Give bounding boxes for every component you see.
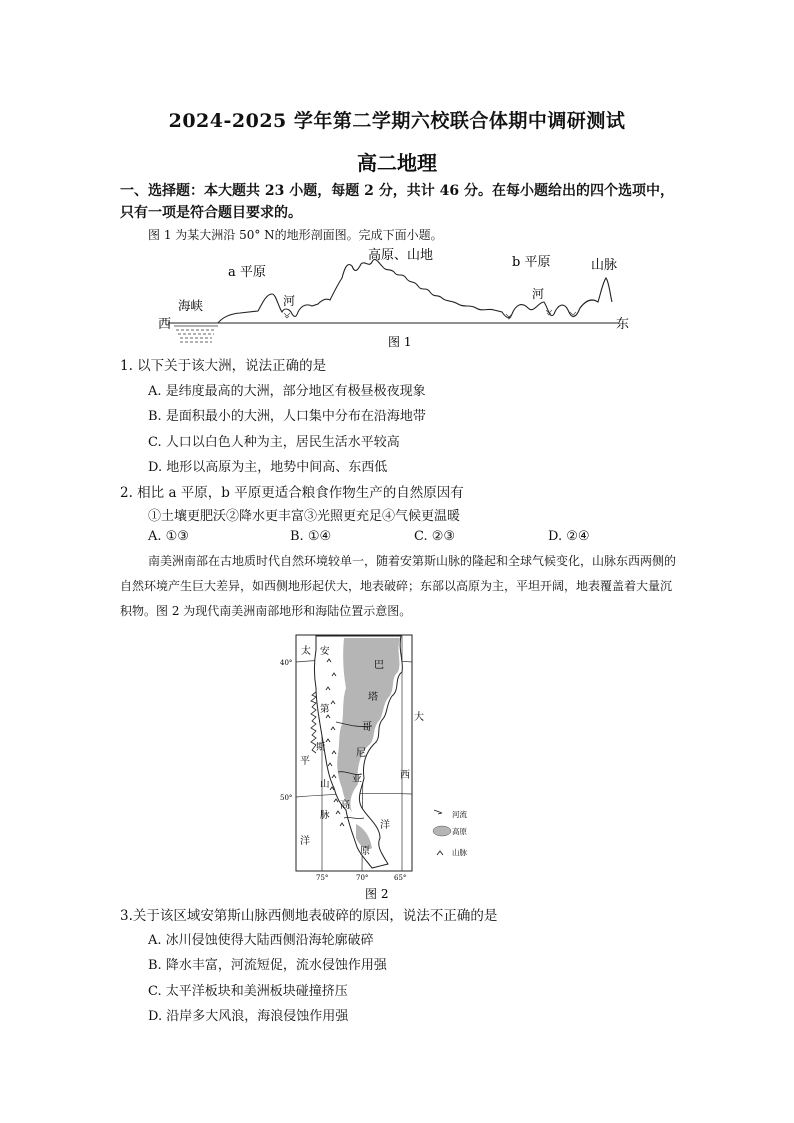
label-pacific-1: 太 — [301, 646, 311, 657]
strait-water — [174, 326, 218, 342]
legend-mountain-icon — [437, 851, 443, 855]
section-heading: 一、选择题：本大题共 23 小题，每题 2 分，共计 46 分。在每小题给出的四个选项中，只有一项是符合题目要求的。 — [120, 183, 674, 221]
figure1-profile — [150, 242, 640, 352]
q2-option-d[interactable]: D. ②④ — [548, 529, 590, 544]
label-patagonia-2: 塔 — [368, 692, 378, 703]
q1-option-d[interactable]: D. 地形以高原为主，地势中间高、东西低 — [148, 460, 388, 475]
q3-option-c[interactable]: C. 太平洋板块和美洲板块碰撞挤压 — [148, 984, 348, 999]
q2-option-a[interactable]: A. ①③ — [148, 529, 189, 544]
q2-options — [0, 529, 794, 549]
legend — [433, 809, 467, 857]
label-atlantic-2: 西 — [400, 770, 410, 781]
label-andes-1: 安 — [320, 646, 330, 657]
question-3-stem: 3.关于该区域安第斯山脉西侧地表破碎的原因，说法不正确的是 — [120, 908, 498, 924]
label-andes-3: 斯 — [316, 742, 326, 753]
label-patagonia-5: 亚 — [352, 774, 362, 785]
lon-65: 65° — [394, 874, 407, 882]
lat-50: 50° — [280, 794, 293, 802]
label-west: 西 — [158, 317, 172, 332]
label-plateau-2: 原 — [360, 846, 370, 857]
label-pacific-2: 平 — [300, 756, 310, 767]
label-patagonia-4: 尼 — [356, 748, 366, 759]
q2-option-b[interactable]: B. ①④ — [290, 529, 332, 544]
passage-figure2: 南美洲南部在古地质时代自然环境较单一，随着安第斯山脉的隆起和全球气候变化，山脉东西两侧的自然环境产生巨大差异，如西侧地形起伏大，地表破碎；东部以高原为主，平坦开阔，地表覆盖着大量沉积物。图 2 为现代南美洲南部地形和海陆位置示意图。 — [120, 554, 677, 618]
label-andes-2: 第 — [320, 704, 330, 715]
q2-statements: ①土壤更肥沃②降水更丰富③光照更充足④气候更温暖 — [148, 509, 461, 524]
label-andes-4: 山 — [320, 779, 330, 790]
label-east: 东 — [616, 317, 630, 332]
label-andes-5: 脉 — [320, 810, 330, 821]
legend-mountain-label: 山脉 — [452, 848, 467, 857]
q1-option-b[interactable]: B. 是面积最小的大洲，人口集中分布在沿海地带 — [148, 409, 426, 424]
label-patagonia-1: 巴 — [374, 660, 384, 671]
label-river-2: 河 — [532, 287, 545, 301]
label-plain-a: a 平原 — [228, 265, 266, 280]
question-1-stem: 1. 以下关于该大洲，说法正确的是 — [120, 358, 327, 374]
figure1-caption: 图 1 — [388, 335, 412, 349]
label-mountain: 山脉 — [591, 258, 618, 273]
q1-option-a[interactable]: A. 是纬度最高的大洲，部分地区有极昼极夜现象 — [148, 384, 426, 399]
label-plain-b: b 平原 — [512, 255, 551, 270]
legend-river-label: 河流 — [452, 810, 467, 819]
label-strait: 海峡 — [178, 298, 204, 313]
exam-subject: 高二地理 — [357, 151, 437, 175]
lat-40: 40° — [280, 659, 293, 667]
q3-option-a[interactable]: A. 冰川侵蚀使得大陆西侧沿海轮廓破碎 — [148, 933, 374, 948]
label-river-1: 河 — [283, 294, 296, 308]
lon-70: 70° — [356, 874, 369, 882]
lon-75: 75° — [316, 874, 329, 882]
q3-option-d[interactable]: D. 沿岸多大风浪，海浪侵蚀作用强 — [148, 1009, 349, 1024]
question-2-stem: 2. 相比 a 平原，b 平原更适合粮食作物生产的自然原因有 — [120, 485, 464, 501]
figure2-map — [276, 632, 512, 902]
label-plateau-1: 高 — [340, 800, 350, 811]
label-highland: 高原、山地 — [368, 248, 434, 263]
label-atlantic-1: 大 — [414, 712, 424, 723]
legend-plateau-icon — [433, 826, 451, 836]
figure1-intro: 图 1 为某大洲沿 50° N的地形剖面图。完成下面小题。 — [148, 228, 443, 242]
label-pacific-3: 洋 — [300, 836, 310, 847]
label-patagonia-3: 哥 — [362, 722, 372, 733]
q2-option-c[interactable]: C. ②③ — [414, 529, 456, 544]
legend-river-icon — [434, 810, 442, 814]
river-marks — [284, 310, 576, 319]
label-atlantic-3: 洋 — [380, 820, 390, 831]
terrain-profile — [218, 259, 612, 323]
legend-plateau-label: 高原 — [452, 827, 467, 836]
figure2-caption: 图 2 — [365, 887, 389, 901]
q1-option-c[interactable]: C. 人口以白色人种为主，居民生活水平较高 — [148, 435, 400, 450]
q3-option-b[interactable]: B. 降水丰富，河流短促，流水侵蚀作用强 — [148, 958, 387, 973]
exam-title: 2024-2025 学年第二学期六校联合体期中调研测试 — [168, 110, 626, 132]
